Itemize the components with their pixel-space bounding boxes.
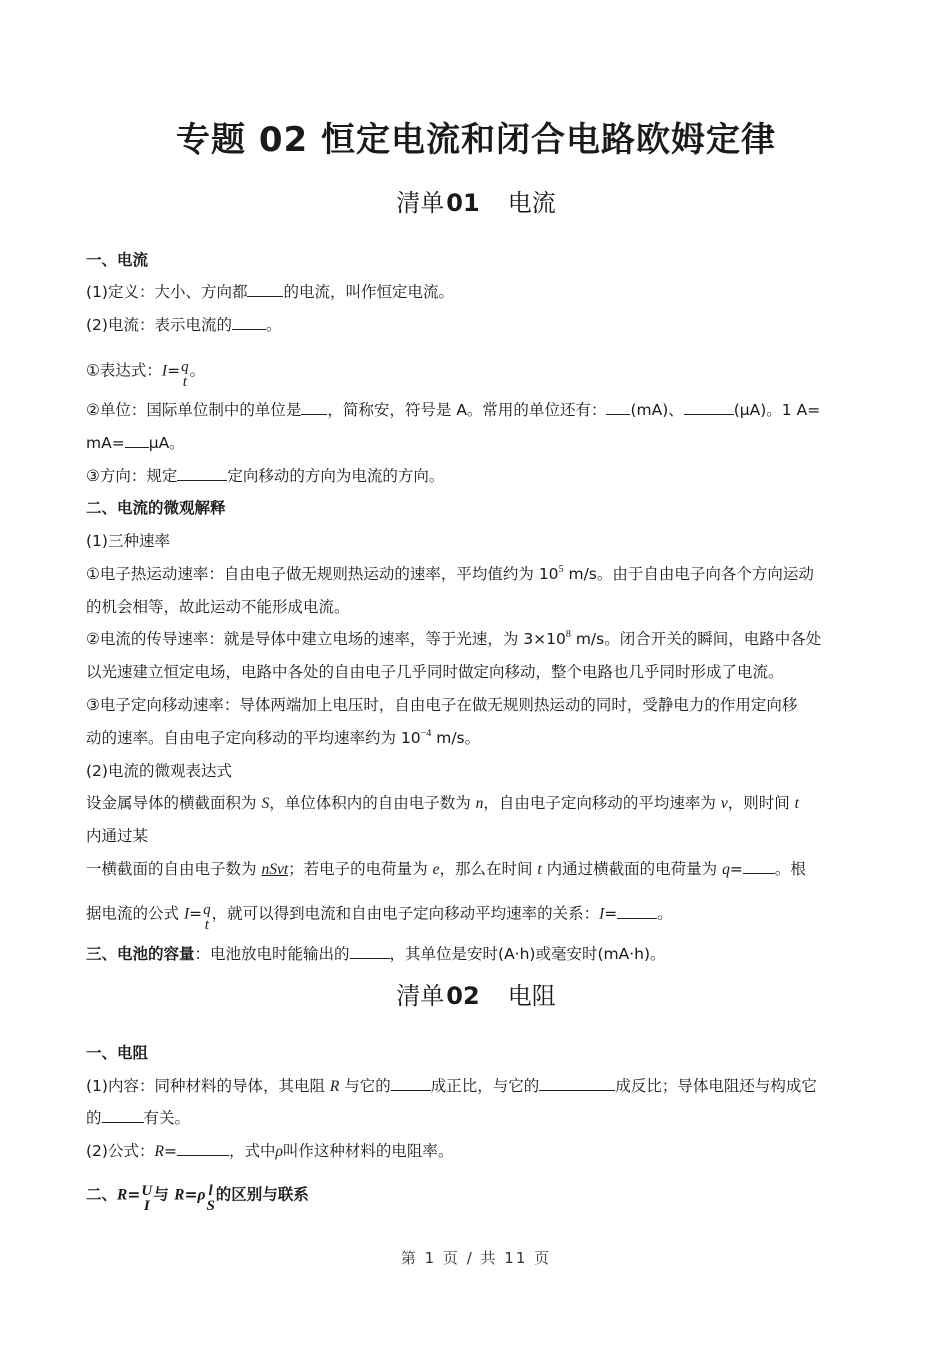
section-name: 电阻 [507,982,556,1010]
text-run: (1)内容：同种材料的导体，其电阻 [86,1077,330,1095]
text-run: = [604,904,618,923]
text-line [86,899,876,933]
text-run: 。 [657,904,673,923]
subheading-line [86,1043,876,1063]
text-line [86,629,876,649]
math-variable: I [183,905,190,923]
text-run: ②单位：国际单位制中的单位是 [86,401,302,419]
text-line [86,662,876,682]
text-run: ，那么在时间 [439,860,538,878]
subheading-line [86,498,876,518]
text-run: ③方向：规定 [86,467,178,485]
text-run: ②电流的传导速率：就是导体中建立电场的速率，等于光速，为 3×10 [86,630,566,648]
fill-in-blank [125,433,149,448]
text-run: = [163,1142,177,1160]
text-run: 设金属导体的横截面积为 [86,794,262,812]
text-run: ，则时间 [727,794,795,812]
text-run: 。根 [774,860,806,878]
text-run: ③电子定向移动速率：导体两端加上电压时，自由电子在做无规则热运动的同时，受静电力的作用定向移 [86,696,798,714]
text-run: 的机会相等，故此运动不能形成电流。 [86,598,350,616]
text-run: = [127,1185,141,1204]
subheading-line [86,1180,876,1214]
text-run: ①表达式： [86,361,162,380]
text-run: 与它的 [339,1077,391,1095]
text-line [86,1076,876,1097]
fraction-numerator: q [181,359,189,375]
text-line [86,826,876,846]
section-prefix: 清单 [396,982,445,1010]
text-run: 二、 [86,1185,118,1204]
text-run: (μA)。1 A= [733,401,821,419]
text-run: ，其单位是安时(A·h)或毫安时(mA·h)。 [389,945,666,963]
text-run: 动的速率。自由电子定向移动的平均速率约为 10 [86,729,421,747]
fraction-denominator: t [204,917,209,933]
math-fraction [181,360,189,390]
text-run: ：电池放电时能输出的 [194,945,350,963]
text-run: ，简称安，符号是 A。常用的单位还有： [327,401,607,419]
text-run: 一横截面的自由电子数为 [86,860,262,878]
text-line [86,859,876,880]
fill-in-blank [617,904,657,919]
superscript-exponent: 5 [558,564,564,575]
text-run: 。 [189,361,206,380]
text-run: 据电流的公式 [86,904,184,923]
text-run: = [184,1185,198,1204]
math-variable: q [722,861,730,878]
fill-in-blank [539,1076,615,1091]
math-variable: n [475,795,484,812]
text-run: 的区别与联系 [215,1185,309,1204]
text-run: 成正比，与它的 [430,1077,540,1095]
superscript-exponent: 8 [565,629,571,640]
section-heading [0,976,952,1011]
text-line [86,564,876,584]
section-number: 01 [446,189,480,217]
text-run: = [167,361,181,380]
fill-in-blank [684,400,734,415]
text-run: ；若电子的电荷量为 [288,860,433,878]
math-variable: ρ [197,1186,206,1204]
fraction-numerator: l [208,1183,213,1199]
section-prefix: 清单 [396,189,445,217]
superscript-exponent: −4 [420,728,432,739]
text-run: ，就可以得到电流和自由电子定向移动平均速率的关系： [211,904,600,923]
text-run: = [729,860,743,878]
fraction-denominator: I [143,1198,150,1214]
math-variable: R [154,1143,164,1160]
text-run: mA= [86,434,125,452]
text-run: 与 [153,1185,175,1204]
text-line [86,1108,876,1128]
math-variable: e [432,861,440,878]
text-run: 有关。 [143,1109,191,1127]
page-footer-pagination: 第 1 页 / 共 11 页 [400,1249,552,1267]
text-run: 内通过横截面的电荷量为 [541,860,723,878]
math-variable: v [720,795,728,812]
text-line [86,466,876,486]
text-run: 。 [265,316,282,334]
text-run: m/s。闭合开关的瞬间，电路中各处 [570,630,822,648]
text-run: μA。 [148,434,185,452]
math-variable: R [329,1078,340,1095]
fill-in-blank [232,315,266,330]
fill-in-blank [350,944,390,959]
text-run: 叫作这种材料的电阻率。 [282,1142,454,1160]
math-variable: t [537,861,542,878]
text-run: (2)公式： [86,1142,155,1160]
fill-in-blank [301,400,327,415]
text-run: 二、电流的微观解释 [86,499,226,517]
text-run: 一、电阻 [86,1044,149,1062]
math-fraction [141,1184,152,1214]
fraction-numerator: q [203,902,211,918]
fraction-denominator: t [182,374,187,390]
text-run: 内通过某 [86,827,149,845]
text-run: (mA)、 [630,401,684,419]
text-run: 的 [86,1109,102,1127]
math-variable: ρ [275,1143,283,1160]
text-run: 三、电池的容量 [86,945,195,963]
section-name: 电流 [507,189,556,217]
text-line [86,433,876,453]
math-fraction [203,903,211,933]
math-fraction [206,1184,214,1214]
text-line [86,761,876,781]
text-run: (1)三种速率 [86,532,170,550]
text-line [86,793,876,814]
section-heading [0,183,952,218]
section-number: 02 [446,982,480,1010]
text-run: (2)电流：表示电流的 [86,316,232,334]
text-line [86,315,876,335]
math-variable: R [117,1186,128,1204]
fill-in-blank [177,1141,229,1156]
fill-in-blank [177,466,227,481]
text-line [86,282,876,302]
text-run: (2)电流的微观表达式 [86,762,232,780]
math-variable: S [261,795,270,812]
text-line [86,597,876,617]
text-line [86,531,876,551]
text-run: (1)定义：大小、方向都 [86,283,248,301]
text-run: = [189,904,203,923]
text-line [86,944,876,964]
text-run: 以光速建立恒定电场，电路中各处的自由电子几乎同时做定向移动，整个电路也几乎同时形成了电流。 [86,663,784,681]
text-run: m/s。 [431,729,481,747]
text-run: ①电子热运动速率：自由电子做无规则热运动的速率，平均值约为 10 [86,565,559,583]
text-run: 成反比；导体电阻还与构成它 [615,1077,817,1095]
math-variable: I [161,362,168,380]
math-variable: I [599,905,605,923]
text-run: ，式中 [228,1142,276,1160]
text-run: ，单位体积内的自由电子数为 [269,794,476,812]
fraction-denominator: S [206,1198,215,1214]
math-variable: nSvt [261,861,289,878]
text-line [86,1141,876,1162]
fraction-numerator: U [141,1183,153,1199]
fill-in-blank [102,1108,144,1123]
text-line [86,695,876,715]
fill-in-blank [606,400,630,415]
text-run: 定向移动的方向为电流的方向。 [227,467,445,485]
text-line [86,400,876,420]
fill-in-blank [743,859,775,874]
text-line [86,728,876,748]
text-run: ，自由电子定向移动的平均速率为 [483,794,721,812]
math-variable: t [794,795,799,812]
text-line [86,356,876,390]
page-title: 专题 02 恒定电流和闭合电路欧姆定律 [176,120,776,160]
fill-in-blank [247,282,283,297]
text-run: 一、电流 [86,251,149,269]
fill-in-blank [391,1076,431,1091]
text-run: 的电流，叫作恒定电流。 [283,283,454,301]
subheading-line [86,250,876,270]
text-run: m/s。由于自由电子向各个方向运动 [563,565,814,583]
math-variable: R [174,1186,185,1204]
